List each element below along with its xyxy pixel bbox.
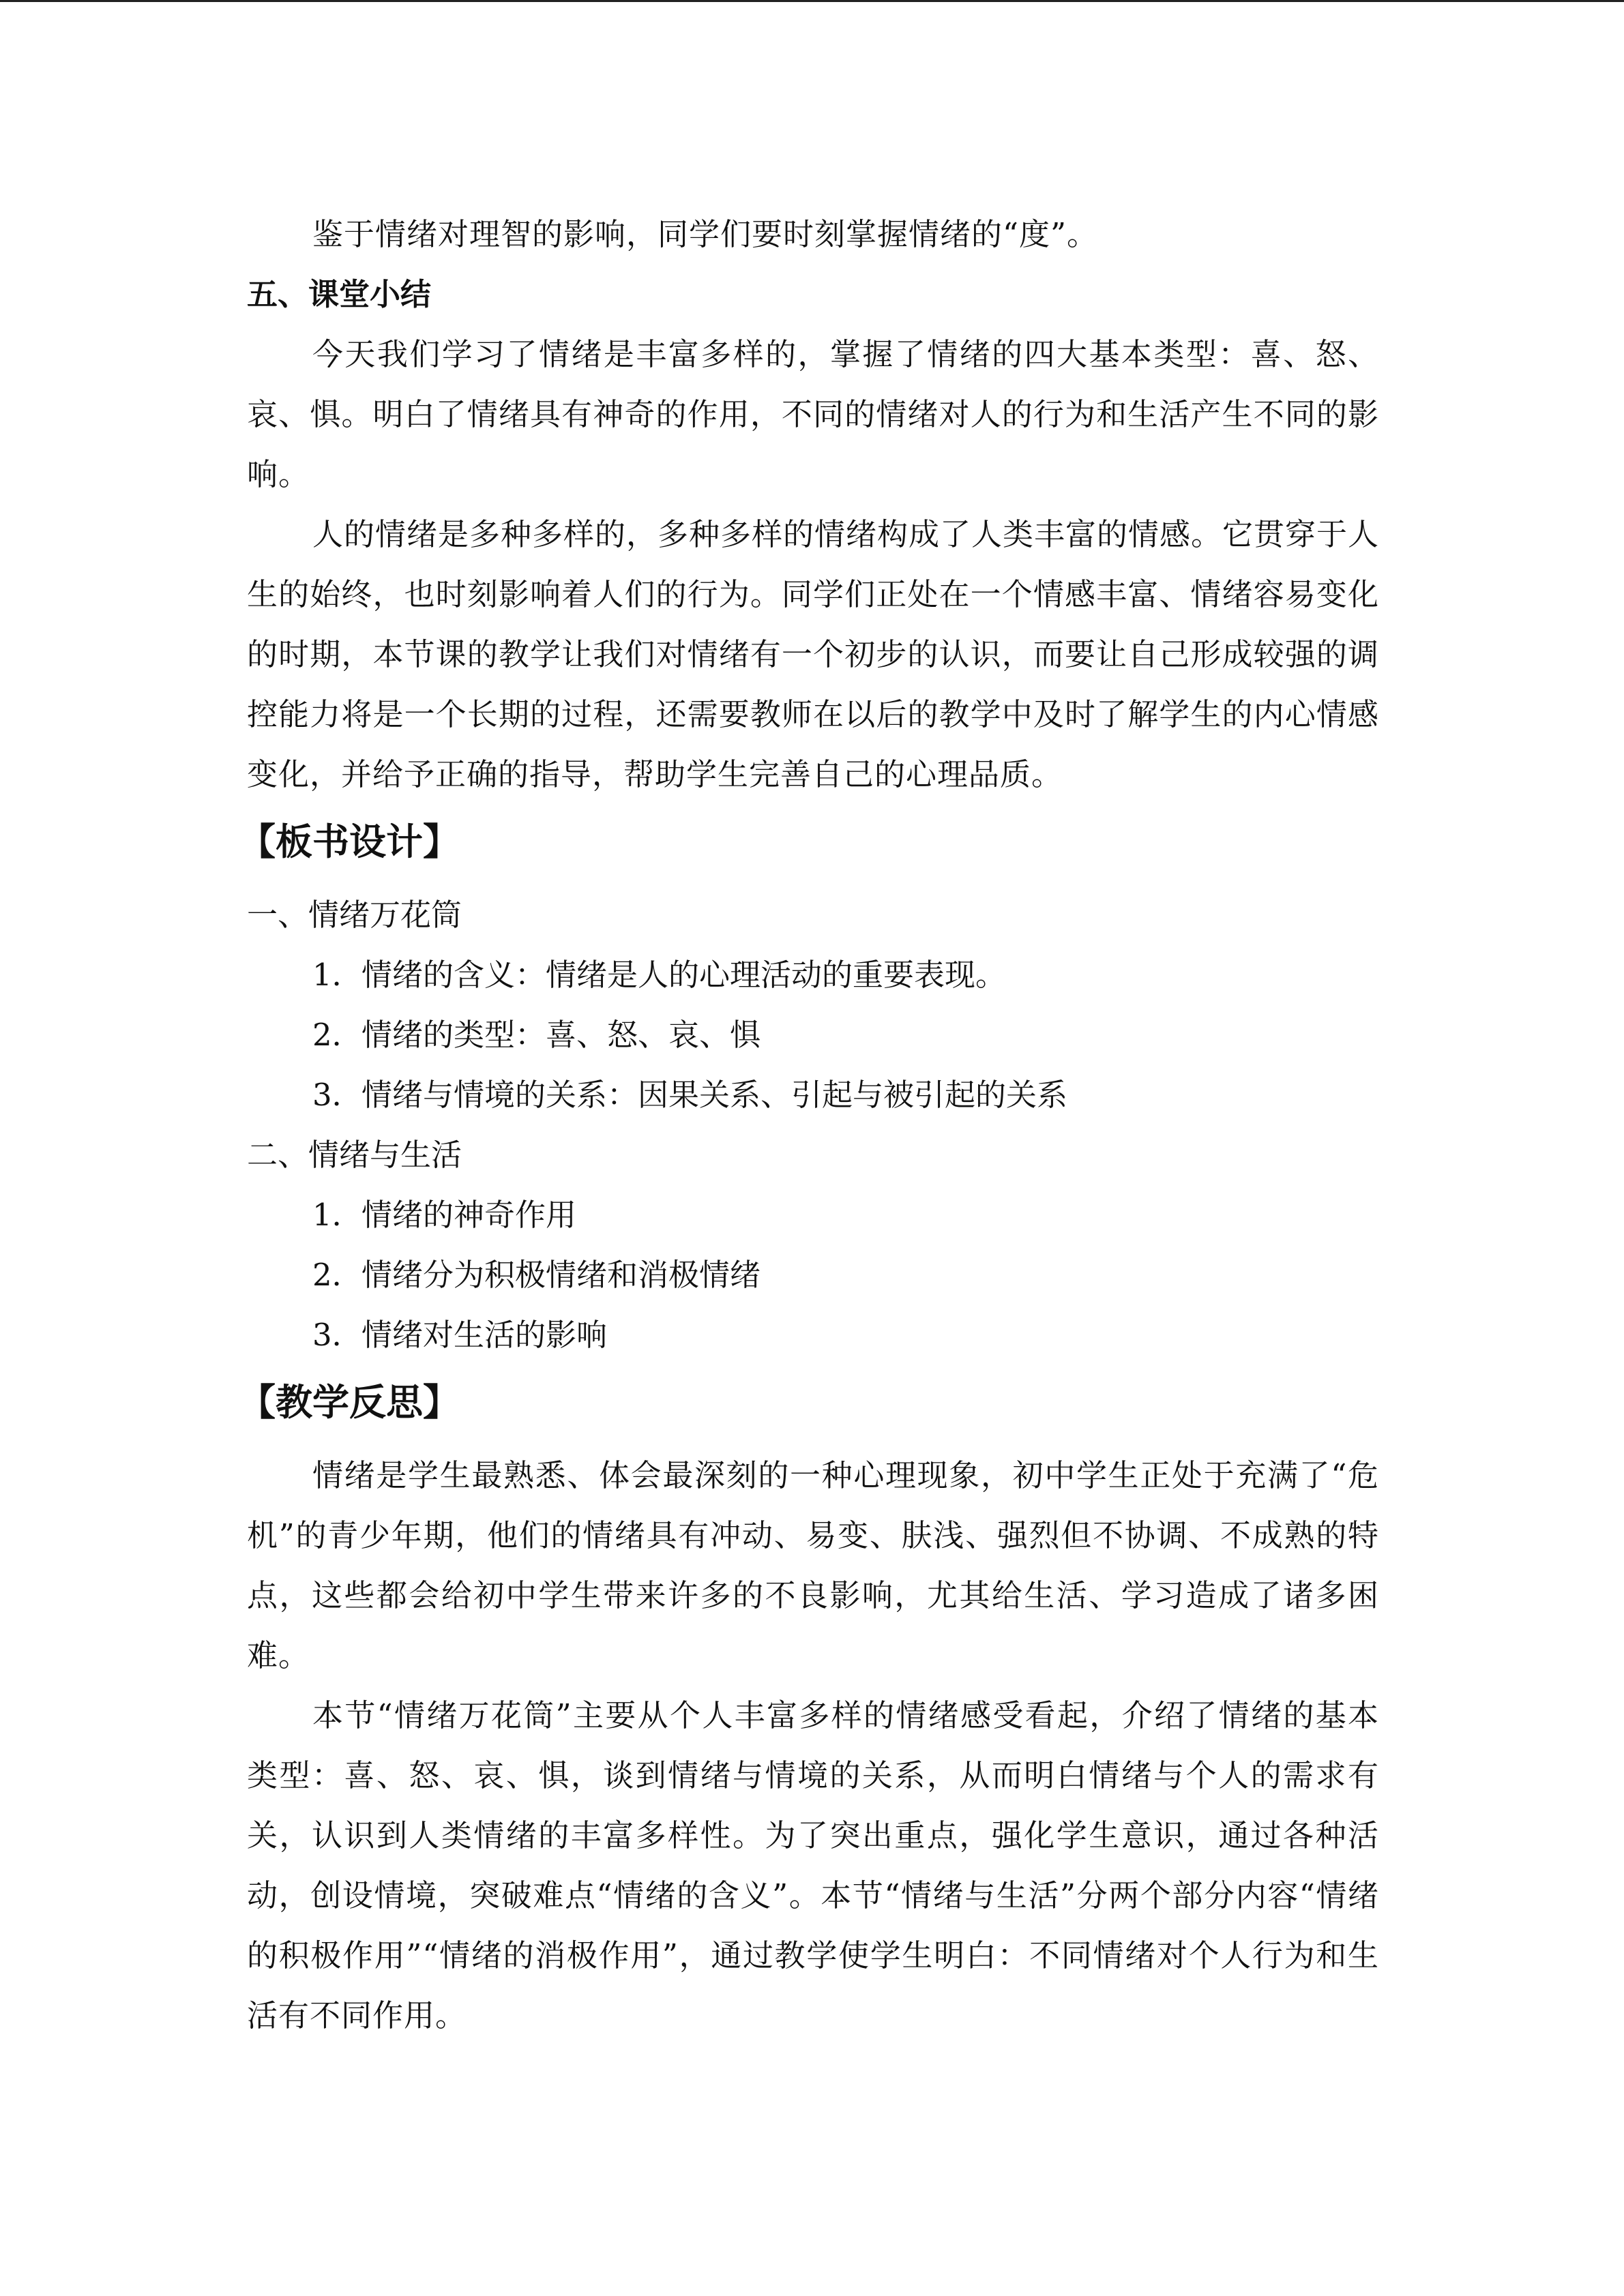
board-section-2-title: 二、情绪与生活 — [247, 1137, 462, 1173]
summary-paragraph-1: 今天我们学习了情绪是丰富多样的，掌握了情绪的四大基本类型：喜、怒、哀、惧。明白了情绪具有神奇的作用，不同的情绪对人的行为和生活产生不同的影响。 — [247, 336, 1379, 492]
summary-heading: 五、课堂小结 — [247, 276, 432, 312]
board-section-1-item-1 — [247, 945, 1379, 1005]
item-number: 3． — [312, 1077, 363, 1113]
item-number: 2． — [312, 1257, 363, 1293]
reflection-heading: 【教学反思】 — [239, 1380, 460, 1424]
board-section-1-item-2 — [247, 1005, 1379, 1065]
item-text: 情绪的含义：情绪是人的心理活动的重要表现。 — [361, 957, 1007, 993]
board-section-1-item-3 — [247, 1065, 1379, 1125]
item-text: 情绪的类型：喜、怒、哀、惧 — [361, 1017, 761, 1053]
item-number: 3． — [312, 1317, 363, 1353]
document-body — [239, 205, 1380, 2046]
board-section-1-title: 一、情绪万花筒 — [247, 897, 462, 933]
item-text: 情绪对生活的影响 — [361, 1317, 608, 1353]
item-text: 情绪分为积极情绪和消极情绪 — [361, 1257, 761, 1293]
item-text: 情绪与情境的关系：因果关系、引起与被引起的关系 — [361, 1077, 1068, 1113]
reflection-paragraph-2: 本节“情绪万花筒”主要从个人丰富多样的情绪感受看起，介绍了情绪的基本类型：喜、怒、哀、惧，谈到情绪与情境的关系，从而明白情绪与个人的需求有关，认识到人类情绪的丰富多样性。为了突出重点，强化学生意识，通过各种活动，创设情境，突破难点“情绪的含义”。本节“情绪与生活”分两个部分内容“情绪的积极作用”“情绪的消极作用”，通过教学使学生明白：不同情绪对个人行为和生活有不同作用。 — [247, 1697, 1379, 2033]
board-section-2-item-3 — [247, 1305, 1379, 1365]
intro-sentence: 鉴于情绪对理智的影响，同学们要时刻掌握情绪的“度”。 — [312, 216, 1099, 252]
item-number: 1． — [312, 1197, 363, 1233]
item-number: 2． — [312, 1017, 363, 1053]
board-section-2-item-1 — [247, 1185, 1379, 1245]
board-design-heading: 【板书设计】 — [239, 820, 460, 863]
page-top-border — [0, 0, 1624, 2]
reflection-paragraph-1: 情绪是学生最熟悉、体会最深刻的一种心理现象，初中学生正处于充满了“危机”的青少年期，他们的情绪具有冲动、易变、肤浅、强烈但不协调、不成熟的特点，这些都会给初中学生带来许多的不良影响，尤其给生活、学习造成了诸多困难。 — [247, 1457, 1379, 1673]
item-number: 1． — [312, 957, 363, 993]
item-text: 情绪的神奇作用 — [361, 1197, 577, 1233]
summary-paragraph-2: 人的情绪是多种多样的，多种多样的情绪构成了人类丰富的情感。它贯穿于人生的始终，也时刻影响着人们的行为。同学们正处在一个情感丰富、情绪容易变化的时期，本节课的教学让我们对情绪有一个初步的认识，而要让自己形成较强的调控能力将是一个长期的过程，还需要教师在以后的教学中及时了解学生的内心情感变化，并给予正确的指导，帮助学生完善自己的心理品质。 — [247, 516, 1380, 792]
board-section-2-item-2 — [247, 1245, 1379, 1305]
